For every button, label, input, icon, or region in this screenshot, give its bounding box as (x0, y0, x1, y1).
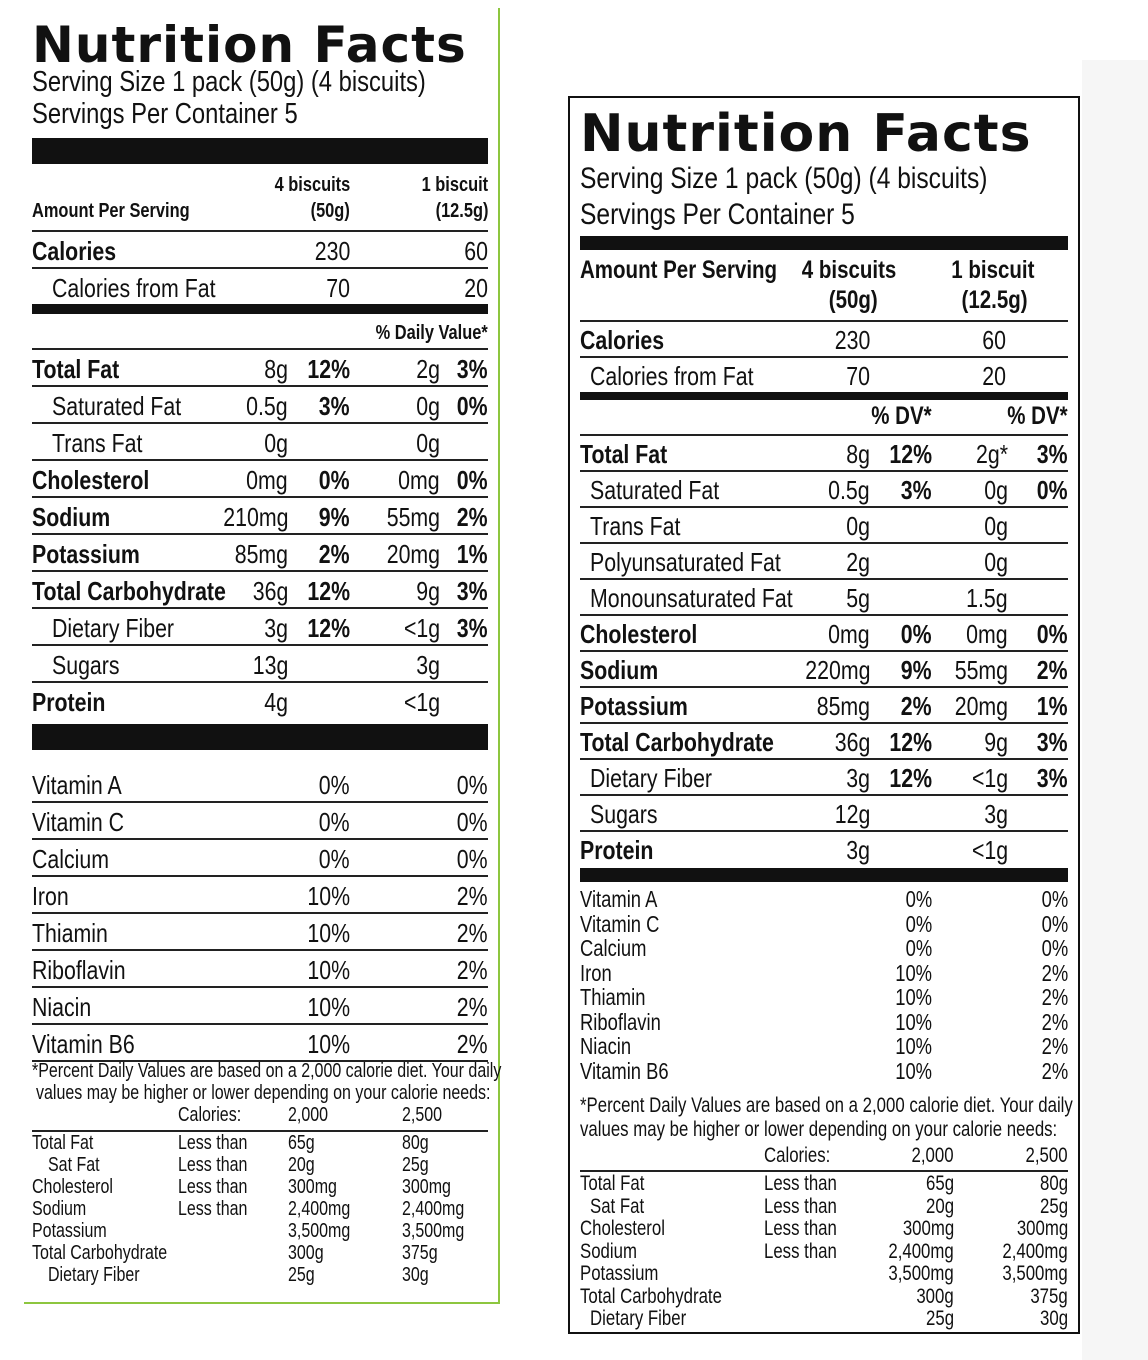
nutrient-dv-1: 0% (901, 619, 932, 649)
vitamin-name: Iron (32, 881, 69, 911)
nutrient-amount-2: 3g (984, 799, 1008, 829)
nutrient-amount-1: 5g (846, 583, 870, 613)
nutrient-dv-2: 0% (1037, 619, 1068, 649)
nutrient-name: Monounsaturated Fat (590, 583, 793, 613)
ref-row-name: Total Fat (580, 1172, 645, 1195)
nutrient-amount-1: 3g (846, 763, 870, 793)
vitamin-name: Thiamin (32, 918, 108, 948)
thick-divider (580, 236, 1068, 250)
nutrient-dv-1: 2% (319, 539, 350, 569)
nutrient-dv-1: 9% (901, 655, 932, 685)
vitamin-name: Riboflavin (580, 1008, 661, 1035)
ref-row-2000: 300mg (288, 1176, 337, 1198)
nutrient-name: Cholesterol (580, 619, 698, 649)
ref-row-2000: 2,400mg (888, 1239, 954, 1263)
vitamin-value-1: 10% (307, 918, 350, 948)
nutrient-name: Dietary Fiber (52, 613, 175, 643)
nutrient-amount-2: 0g (984, 547, 1008, 577)
vitamin-row (32, 840, 488, 877)
nutrient-name: Sodium (580, 655, 659, 685)
ref-calories-label: Calories: (178, 1104, 242, 1126)
nutrient-name: Potassium (32, 539, 140, 569)
ref-row-name: Dietary Fiber (48, 1264, 140, 1286)
ref-row-qualifier: Less than (178, 1154, 248, 1176)
vitamin-name: Calcium (580, 935, 647, 961)
vitamin-value-2: 2% (1041, 1008, 1068, 1035)
nutrient-amount-2: 2g* (975, 439, 1008, 469)
nutrient-dv-1: 12% (307, 613, 350, 643)
vitamin-name: Niacin (32, 992, 92, 1022)
calories-value-2: 60 (982, 325, 1006, 355)
nutrient-name: Saturated Fat (52, 391, 182, 421)
nutrient-amount-1: 85mg (816, 691, 870, 721)
ref-row-2500: 80g (402, 1132, 429, 1154)
nutrient-dv-1: 3% (319, 391, 350, 421)
nutrient-name: Sodium (32, 502, 111, 532)
nutrient-amount-2: 0g (984, 475, 1008, 505)
ref-row-name: Total Carbohydrate (580, 1284, 722, 1308)
ref-calories-2000: 2,000 (911, 1144, 954, 1167)
nutrient-row (32, 683, 488, 720)
ref-row-2000: 65g (925, 1172, 954, 1195)
ref-row-2000: 3,500mg (288, 1220, 351, 1242)
ref-row-name: Cholesterol (32, 1176, 113, 1198)
ref-calories-2500: 2,500 (1025, 1144, 1068, 1167)
calories-row (580, 322, 1068, 358)
ref-row-2000: 20g (925, 1194, 954, 1218)
amount-per-serving: Amount Per Serving (580, 256, 778, 284)
ref-row-qualifier: Less than (178, 1176, 248, 1198)
col2-header-line1: 1 biscuit (421, 174, 488, 196)
calories-value-1: 230 (834, 325, 870, 355)
nutrient-amount-1: 210mg (222, 502, 288, 532)
ref-row-2000: 25g (925, 1307, 954, 1330)
ref-row-2500: 3,500mg (1002, 1262, 1068, 1285)
nutrient-amount-2: <1g (971, 835, 1008, 865)
vitamin-value-1: 10% (307, 1029, 350, 1059)
nutrient-dv-1: 0% (319, 465, 350, 495)
nutrient-name: Trans Fat (52, 428, 143, 458)
cal-fat-value-2: 20 (464, 273, 488, 303)
nutrient-amount-1: 12g (834, 799, 870, 829)
vitamin-value-1: 0% (319, 844, 350, 874)
nutrient-amount-2: 0mg (966, 619, 1008, 649)
ref-row-name: Sodium (32, 1198, 87, 1220)
col2-header-line2: (12.5g) (961, 286, 1028, 314)
nutrient-row (580, 688, 1068, 724)
nutrient-amount-2: 2g (416, 354, 440, 384)
label-title: Nutrition Facts (580, 104, 1032, 164)
vitamin-value-1: 10% (307, 955, 350, 985)
vitamin-value-1: 10% (307, 992, 350, 1022)
calories-label: Calories (32, 236, 117, 266)
nutrient-row (32, 424, 488, 461)
vitamin-name: Niacin (580, 1033, 632, 1059)
vitamin-name: Riboflavin (32, 955, 126, 985)
vitamin-row (580, 960, 1068, 985)
ref-row-qualifier: Less than (764, 1217, 837, 1240)
nutrient-row (580, 796, 1068, 832)
vitamin-row (32, 951, 488, 988)
nutrient-row (32, 535, 488, 572)
nutrient-amount-2: 9g (984, 727, 1008, 757)
nutrient-name: Total Fat (32, 354, 120, 384)
nutrient-row (580, 472, 1068, 508)
ref-row-2500: 375g (1030, 1284, 1068, 1308)
nutrient-dv-2: 0% (1037, 475, 1068, 505)
col1-header-line2: (50g) (829, 286, 878, 314)
ref-row-qualifier: Less than (764, 1194, 837, 1218)
nutrient-amount-1: 13g (252, 650, 288, 680)
vitamin-row (580, 886, 1068, 911)
medium-divider (32, 304, 488, 314)
nutrient-amount-1: 0mg (246, 465, 288, 495)
nutrient-dv-1: 9% (319, 502, 350, 532)
vitamin-value-1: 0% (319, 770, 350, 800)
col2-header-line2: (12.5g) (435, 200, 488, 222)
footnote-line1: *Percent Daily Values are based on a 2,000 calorie diet. Your daily (32, 1060, 502, 1082)
nutrient-amount-1: 36g (834, 727, 870, 757)
vitamin-row (580, 911, 1068, 936)
background-strip (1082, 60, 1148, 1360)
ref-row-2500: 30g (1039, 1307, 1068, 1330)
vitamin-row (32, 766, 488, 803)
cal-fat-value-2: 20 (982, 361, 1006, 391)
nutrient-row (580, 724, 1068, 760)
nutrient-amount-1: 0g (264, 428, 288, 458)
calories-from-fat-row (32, 269, 488, 306)
ref-row-2500: 80g (1039, 1172, 1068, 1195)
ref-row-name: Total Fat (32, 1132, 94, 1154)
calories-label: Calories (580, 325, 665, 355)
vitamin-row (580, 1033, 1068, 1058)
col1-header-line1: 4 biscuits (274, 174, 350, 196)
nutrient-dv-1: 12% (889, 727, 932, 757)
ref-row-name: Dietary Fiber (590, 1307, 687, 1330)
vitamin-value-1: 10% (895, 959, 932, 986)
nutrient-row (580, 832, 1068, 868)
nutrient-amount-2: 55mg (954, 655, 1008, 685)
vitamin-value-2: 0% (457, 770, 488, 800)
dv-header-1: % DV* (871, 402, 932, 430)
nutrient-name: Protein (32, 687, 106, 717)
nutrient-name: Cholesterol (32, 465, 150, 495)
vitamin-name: Vitamin C (32, 807, 125, 837)
serving-size: Serving Size 1 pack (50g) (4 biscuits) (580, 162, 988, 195)
nutrient-name: Sugars (590, 799, 658, 829)
nutrient-row (580, 508, 1068, 544)
ref-row-qualifier: Less than (764, 1172, 837, 1195)
nutrient-amount-2: <1g (971, 763, 1008, 793)
nutrient-dv-1: 12% (307, 576, 350, 606)
ref-row-2500: 25g (402, 1154, 429, 1176)
col1-header-line1: 4 biscuits (801, 256, 896, 284)
vitamin-value-2: 0% (457, 807, 488, 837)
nutrient-name: Total Carbohydrate (580, 727, 774, 757)
nutrient-row (32, 572, 488, 609)
vitamin-value-2: 0% (457, 844, 488, 874)
vitamin-value-2: 2% (1041, 1057, 1068, 1084)
vitamin-row (32, 1025, 488, 1062)
dv-header-2: % DV* (1007, 402, 1068, 430)
nutrient-row (32, 609, 488, 646)
ref-row-name: Potassium (32, 1220, 107, 1242)
nutrient-row (32, 498, 488, 535)
nutrient-name: Saturated Fat (590, 475, 720, 505)
ref-row-qualifier: Less than (178, 1132, 248, 1154)
nutrient-amount-1: 3g (264, 613, 288, 643)
nutrient-amount-1: 0.5g (828, 475, 870, 505)
vitamin-name: Thiamin (580, 984, 646, 1010)
nutrient-amount-1: 8g (846, 439, 870, 469)
label-title: Nutrition Facts (32, 16, 467, 74)
nutrient-dv-1: 12% (889, 763, 932, 793)
vitamin-value-1: 0% (319, 807, 350, 837)
vitamin-name: Vitamin B6 (32, 1029, 135, 1059)
vitamin-row (32, 803, 488, 840)
nutrient-dv-1: 3% (901, 475, 932, 505)
ref-row-2500: 300mg (402, 1176, 451, 1198)
vitamin-value-1: 10% (895, 1033, 932, 1059)
vitamin-value-1: 0% (905, 886, 932, 912)
nutrient-amount-2: 20mg (386, 539, 440, 569)
nutrient-amount-2: 0g (416, 428, 440, 458)
nutrient-amount-1: 2g (846, 547, 870, 577)
nutrient-amount-2: <1g (403, 687, 440, 717)
vitamin-row (580, 1058, 1068, 1083)
nutrient-amount-2: 55mg (386, 502, 440, 532)
vitamin-value-2: 2% (1041, 984, 1068, 1010)
calories-from-fat-row (580, 358, 1068, 394)
ref-row-2500: 2,400mg (1002, 1239, 1068, 1263)
vitamin-name: Iron (580, 959, 612, 986)
vitamin-value-2: 2% (457, 955, 488, 985)
nutrient-row (32, 387, 488, 424)
calories-row (32, 232, 488, 269)
nutrient-amount-2: 9g (416, 576, 440, 606)
vitamin-row (580, 935, 1068, 960)
vitamin-row (32, 988, 488, 1025)
nutrient-amount-1: 0g (846, 511, 870, 541)
vitamin-value-1: 10% (895, 1008, 932, 1035)
ref-row-name: Total Carbohydrate (32, 1242, 168, 1264)
ref-row-name: Sodium (580, 1239, 637, 1263)
ref-row-2000: 25g (288, 1264, 315, 1286)
vitamin-value-2: 2% (457, 992, 488, 1022)
serving-size: Serving Size 1 pack (50g) (4 biscuits) (32, 66, 426, 98)
nutrient-row (32, 461, 488, 498)
calories-value-2: 60 (464, 236, 488, 266)
footnote-line2: values may be higher or lower depending on your calorie needs: (36, 1082, 491, 1104)
ref-row-2000: 300mg (902, 1217, 954, 1240)
nutrient-dv-1: 12% (889, 439, 932, 469)
ref-row-2000: 65g (288, 1132, 315, 1154)
nutrient-dv-2: 3% (1037, 763, 1068, 793)
nutrient-name: Sugars (52, 650, 120, 680)
vitamin-row (580, 984, 1068, 1009)
ref-row-2500: 300mg (1016, 1217, 1068, 1240)
nutrient-amount-1: 8g (264, 354, 288, 384)
nutrient-dv-2: 3% (1037, 439, 1068, 469)
nutrient-amount-2: 1.5g (966, 583, 1008, 613)
vitamin-value-1: 10% (895, 1057, 932, 1084)
nutrient-row (580, 616, 1068, 652)
nutrient-dv-2: 3% (1037, 727, 1068, 757)
nutrient-dv-2: 3% (457, 613, 488, 643)
nutrient-amount-2: 20mg (954, 691, 1008, 721)
ref-calories-2500: 2,500 (402, 1104, 443, 1126)
nutrient-row (580, 580, 1068, 616)
nutrient-name: Trans Fat (590, 511, 681, 541)
nutrient-dv-2: 2% (1037, 655, 1068, 685)
nutrient-name: Dietary Fiber (590, 763, 713, 793)
nutrient-amount-1: 0.5g (246, 391, 288, 421)
nutrient-name: Total Carbohydrate (32, 576, 226, 606)
nutrient-amount-2: <1g (403, 613, 440, 643)
nutrient-row (580, 544, 1068, 580)
vitamin-row (32, 877, 488, 914)
servings-per-container: Servings Per Container 5 (32, 98, 298, 130)
nutrient-name: Polyunsaturated Fat (590, 547, 781, 577)
cal-fat-value-1: 70 (326, 273, 350, 303)
thick-divider (32, 724, 488, 750)
ref-row-2500: 3,500mg (402, 1220, 465, 1242)
vitamin-name: Vitamin B6 (580, 1057, 669, 1084)
calories-value-1: 230 (314, 236, 350, 266)
vitamin-value-2: 0% (1041, 886, 1068, 912)
vitamin-value-2: 2% (1041, 1033, 1068, 1059)
nutrient-dv-2: 1% (457, 539, 488, 569)
cal-fat-value-1: 70 (846, 361, 870, 391)
ref-row-2500: 2,400mg (402, 1198, 465, 1220)
nutrient-amount-1: 36g (252, 576, 288, 606)
nutrient-dv-2: 3% (457, 576, 488, 606)
ref-row-2000: 300g (916, 1284, 954, 1308)
nutrient-amount-2: 3g (416, 650, 440, 680)
vitamin-value-1: 10% (307, 881, 350, 911)
ref-row-2500: 25g (1039, 1194, 1068, 1218)
vitamin-name: Calcium (32, 844, 110, 874)
ref-row-name: Cholesterol (580, 1217, 665, 1240)
vitamin-value-2: 2% (457, 918, 488, 948)
nutrient-amount-1: 85mg (234, 539, 288, 569)
col1-header-line2: (50g) (310, 200, 350, 222)
nutrient-row (580, 760, 1068, 796)
ref-row-qualifier: Less than (764, 1239, 837, 1263)
vitamin-row (580, 1009, 1068, 1034)
col2-header-line1: 1 biscuit (950, 256, 1034, 284)
ref-calories-2000: 2,000 (288, 1104, 329, 1126)
footnote-line2: values may be higher or lower depending on your calorie needs: (580, 1118, 1058, 1141)
vitamin-row (32, 914, 488, 951)
nutrient-dv-2: 3% (457, 354, 488, 384)
nutrient-row (580, 436, 1068, 472)
vitamin-name: Vitamin A (32, 770, 122, 800)
nutrient-amount-1: 3g (846, 835, 870, 865)
footnote-line1: *Percent Daily Values are based on a 2,000 calorie diet. Your daily (580, 1094, 1073, 1117)
ref-row-2000: 3,500mg (888, 1262, 954, 1285)
cal-fat-label: Calories from Fat (590, 361, 754, 391)
vitamin-name: Vitamin A (580, 886, 658, 912)
nutrition-label-right (568, 96, 1080, 1334)
thick-divider (580, 868, 1068, 882)
cal-fat-label: Calories from Fat (52, 273, 216, 303)
nutrition-label-left (24, 8, 500, 1304)
nutrient-amount-2: 0g (416, 391, 440, 421)
medium-divider (580, 392, 1068, 400)
nutrient-row (32, 350, 488, 387)
servings-per-container: Servings Per Container 5 (580, 198, 855, 231)
nutrient-dv-2: 2% (457, 502, 488, 532)
ref-row-2000: 2,400mg (288, 1198, 351, 1220)
ref-row-2000: 300g (288, 1242, 324, 1264)
daily-value-header: % Daily Value* (375, 322, 488, 344)
vitamin-value-2: 2% (1041, 959, 1068, 986)
vitamin-value-1: 10% (895, 984, 932, 1010)
nutrient-name: Protein (580, 835, 654, 865)
nutrient-dv-1: 12% (307, 354, 350, 384)
ref-row-name: Sat Fat (590, 1194, 645, 1218)
nutrient-amount-1: 4g (264, 687, 288, 717)
ref-row-2500: 30g (402, 1264, 429, 1286)
ref-row-2000: 20g (288, 1154, 315, 1176)
nutrient-dv-2: 0% (457, 391, 488, 421)
nutrient-dv-2: 0% (457, 465, 488, 495)
vitamin-value-1: 0% (905, 910, 932, 937)
nutrient-name: Potassium (580, 691, 688, 721)
vitamin-value-1: 0% (905, 935, 932, 961)
nutrient-row (32, 646, 488, 683)
nutrient-amount-2: 0g (984, 511, 1008, 541)
ref-row-2500: 375g (402, 1242, 438, 1264)
nutrient-dv-1: 2% (901, 691, 932, 721)
nutrient-dv-2: 1% (1037, 691, 1068, 721)
vitamin-value-2: 0% (1041, 910, 1068, 937)
nutrient-name: Total Fat (580, 439, 668, 469)
ref-calories-label: Calories: (764, 1144, 831, 1167)
nutrient-amount-1: 220mg (804, 655, 870, 685)
thick-divider (32, 138, 488, 164)
nutrient-row (580, 652, 1068, 688)
ref-row-name: Potassium (580, 1262, 659, 1285)
vitamin-value-2: 0% (1041, 935, 1068, 961)
vitamin-value-2: 2% (457, 881, 488, 911)
nutrient-amount-2: 0mg (398, 465, 440, 495)
amount-per-serving: Amount Per Serving (32, 200, 190, 222)
ref-row-qualifier: Less than (178, 1198, 248, 1220)
vitamin-name: Vitamin C (580, 910, 660, 937)
vitamin-value-2: 2% (457, 1029, 488, 1059)
ref-row-name: Sat Fat (48, 1154, 100, 1176)
nutrient-amount-1: 0mg (828, 619, 870, 649)
